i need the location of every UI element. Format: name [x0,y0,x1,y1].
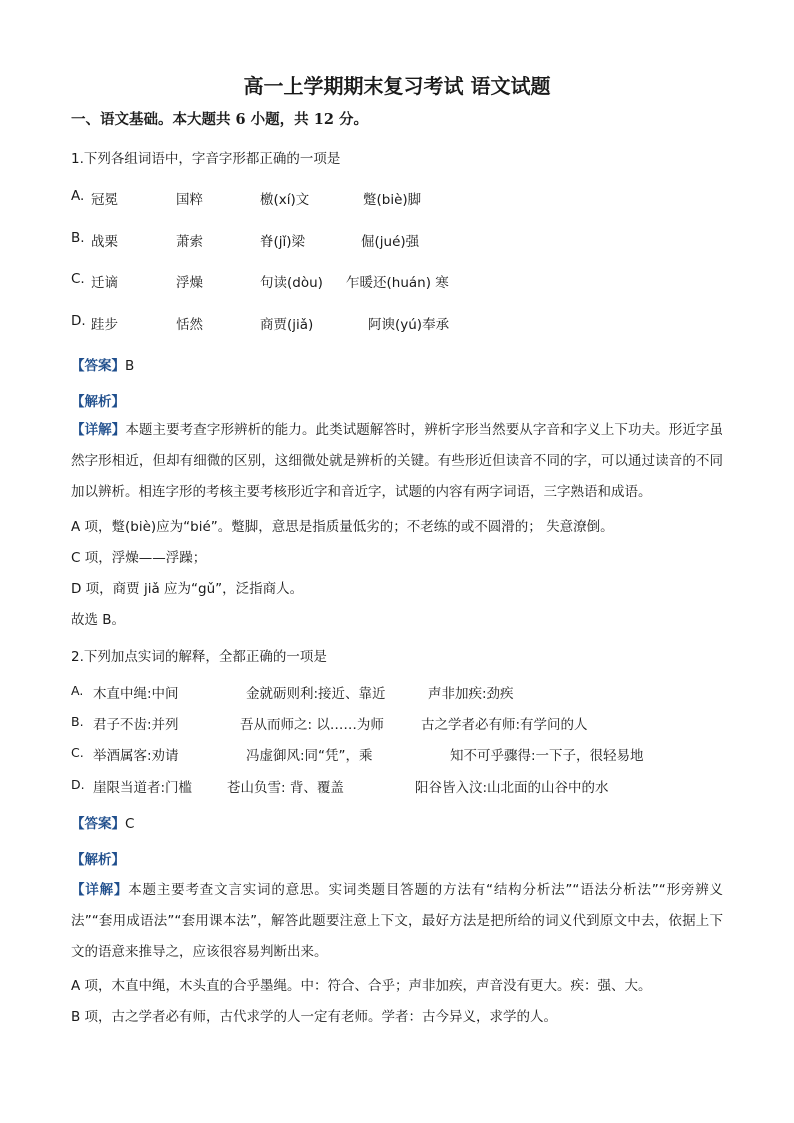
question-1-analysis-tag [71,390,125,410]
option-word: 迁谪 [91,275,118,291]
option-word: 跬步 [91,317,118,333]
option-word: 脊(jǐ)梁 [260,234,306,250]
option-text: 冯虚御风:同“凭”，乘 [246,748,373,764]
option-word: 阿谀(yú)奉承 [368,317,450,333]
option-label: A. [71,683,84,698]
option-text: 君子不齿:并列 [93,717,179,733]
option-text: 崖限当道者:门槛 [93,780,193,796]
answer-value: C [125,816,135,832]
option-text: 金就砺则利:接近、靠近 [246,686,386,702]
option-text: 古之学者必有师:有学问的人 [421,717,588,733]
page-title: 高一上学期期末复习考试 语文试题 [243,74,551,98]
option-word: 句读(dòu) [260,275,323,291]
question-2-answer [71,812,134,832]
detail-tag: 【详解】 [71,882,129,898]
option-text: 木直中绳:中间 [93,686,179,702]
option-label: B. [71,230,85,246]
option-label: C. [71,745,84,760]
question-2-line-b: B 项，古之学者必有师，古代求学的人一定有老师。学者：古今异义，求学的人。 [71,1009,558,1025]
question-1-conclusion: 故选 B。 [71,612,126,628]
detail-text: 本题主要考查文言实词的意思。实词类题目答题的方法有“结构分析法”“语法分析法”“形旁辨义法”“套用成语法”“套用课本法”，解答此题要注意上下文，最好方法是把所给的词义代到原文中去，依据上下文的语意来推导之，应该很容易判断出来。 [71,882,724,960]
option-word: 萧索 [176,234,203,250]
question-2-stem: 2.下列加点实词的解释，全都正确的一项是 [71,649,327,665]
answer-tag: 【答案】 [71,358,125,374]
question-1-line-c: C 项，浮燥——浮躁； [71,550,207,566]
option-word: 恬然 [176,317,203,333]
option-label: B. [71,714,84,729]
option-text: 声非加疾:劲疾 [428,686,514,702]
option-label: A. [71,188,85,204]
option-word: 战栗 [91,234,118,250]
detail-text: 本题主要考查字形辨析的能力。此类试题解答时，辨析字形当然要从字音和字义上下功夫。形近字虽然字形相近，但却有细微的区别，这细微处就是辨析的关键。有些形近但读音不同的字，可以通过读音的不同加以辨析。相连字形的考核主要考核形近字和音近字，试题的内容有两字词语，三字熟语和成语。 [71,422,724,500]
option-text: 举酒属客:劝请 [93,748,179,764]
option-text: 苍山负雪: 背、覆盖 [227,780,344,796]
option-label: C. [71,271,85,287]
section-heading: 一、语文基础。本大题共 6 小题，共 12 分。 [71,111,368,128]
question-2-detail [71,875,723,968]
option-word: 国粹 [176,192,203,208]
option-word: 商贾(jiǎ) [260,317,314,333]
answer-value: B [125,358,135,374]
question-2-line-a: A 项，木直中绳，木头直的合乎墨绳。中：符合、合乎；声非加疾，声音没有更大。疾：强、大。 [71,978,652,994]
option-word: 冠冕 [91,192,118,208]
question-2-analysis-tag [71,848,125,868]
question-1-stem: 1.下列各组词语中，字音字形都正确的一项是 [71,151,341,167]
detail-tag: 【详解】 [71,422,126,438]
option-label: D. [71,777,85,792]
question-1-line-d: D 项，商贾 jiǎ 应为“gǔ”，泛指商人。 [71,581,304,597]
option-word: 倔(jué)强 [361,234,420,250]
answer-tag: 【答案】 [71,816,125,832]
option-word: 蹩(biè)脚 [363,192,422,208]
option-text: 知不可乎骤得:一下子，很轻易地 [450,748,644,764]
question-1-answer [71,354,134,374]
option-text: 吾从而师之: 以……为师 [240,717,384,733]
option-word: 乍暖还(huán) 寒 [346,275,449,291]
analysis-tag: 【解析】 [71,852,125,868]
option-label: D. [71,313,86,329]
option-text: 阳谷皆入汶:山北面的山谷中的水 [415,780,609,796]
question-1-detail [71,415,723,508]
analysis-tag: 【解析】 [71,394,125,410]
option-word: 浮燥 [176,275,203,291]
option-word: 檄(xí)文 [260,192,310,208]
question-1-line-a: A 项，蹩(biè)应为“bié”。蹩脚，意思是指质量低劣的；不老练的或不圆滑的； 失意潦倒。 [71,519,614,535]
